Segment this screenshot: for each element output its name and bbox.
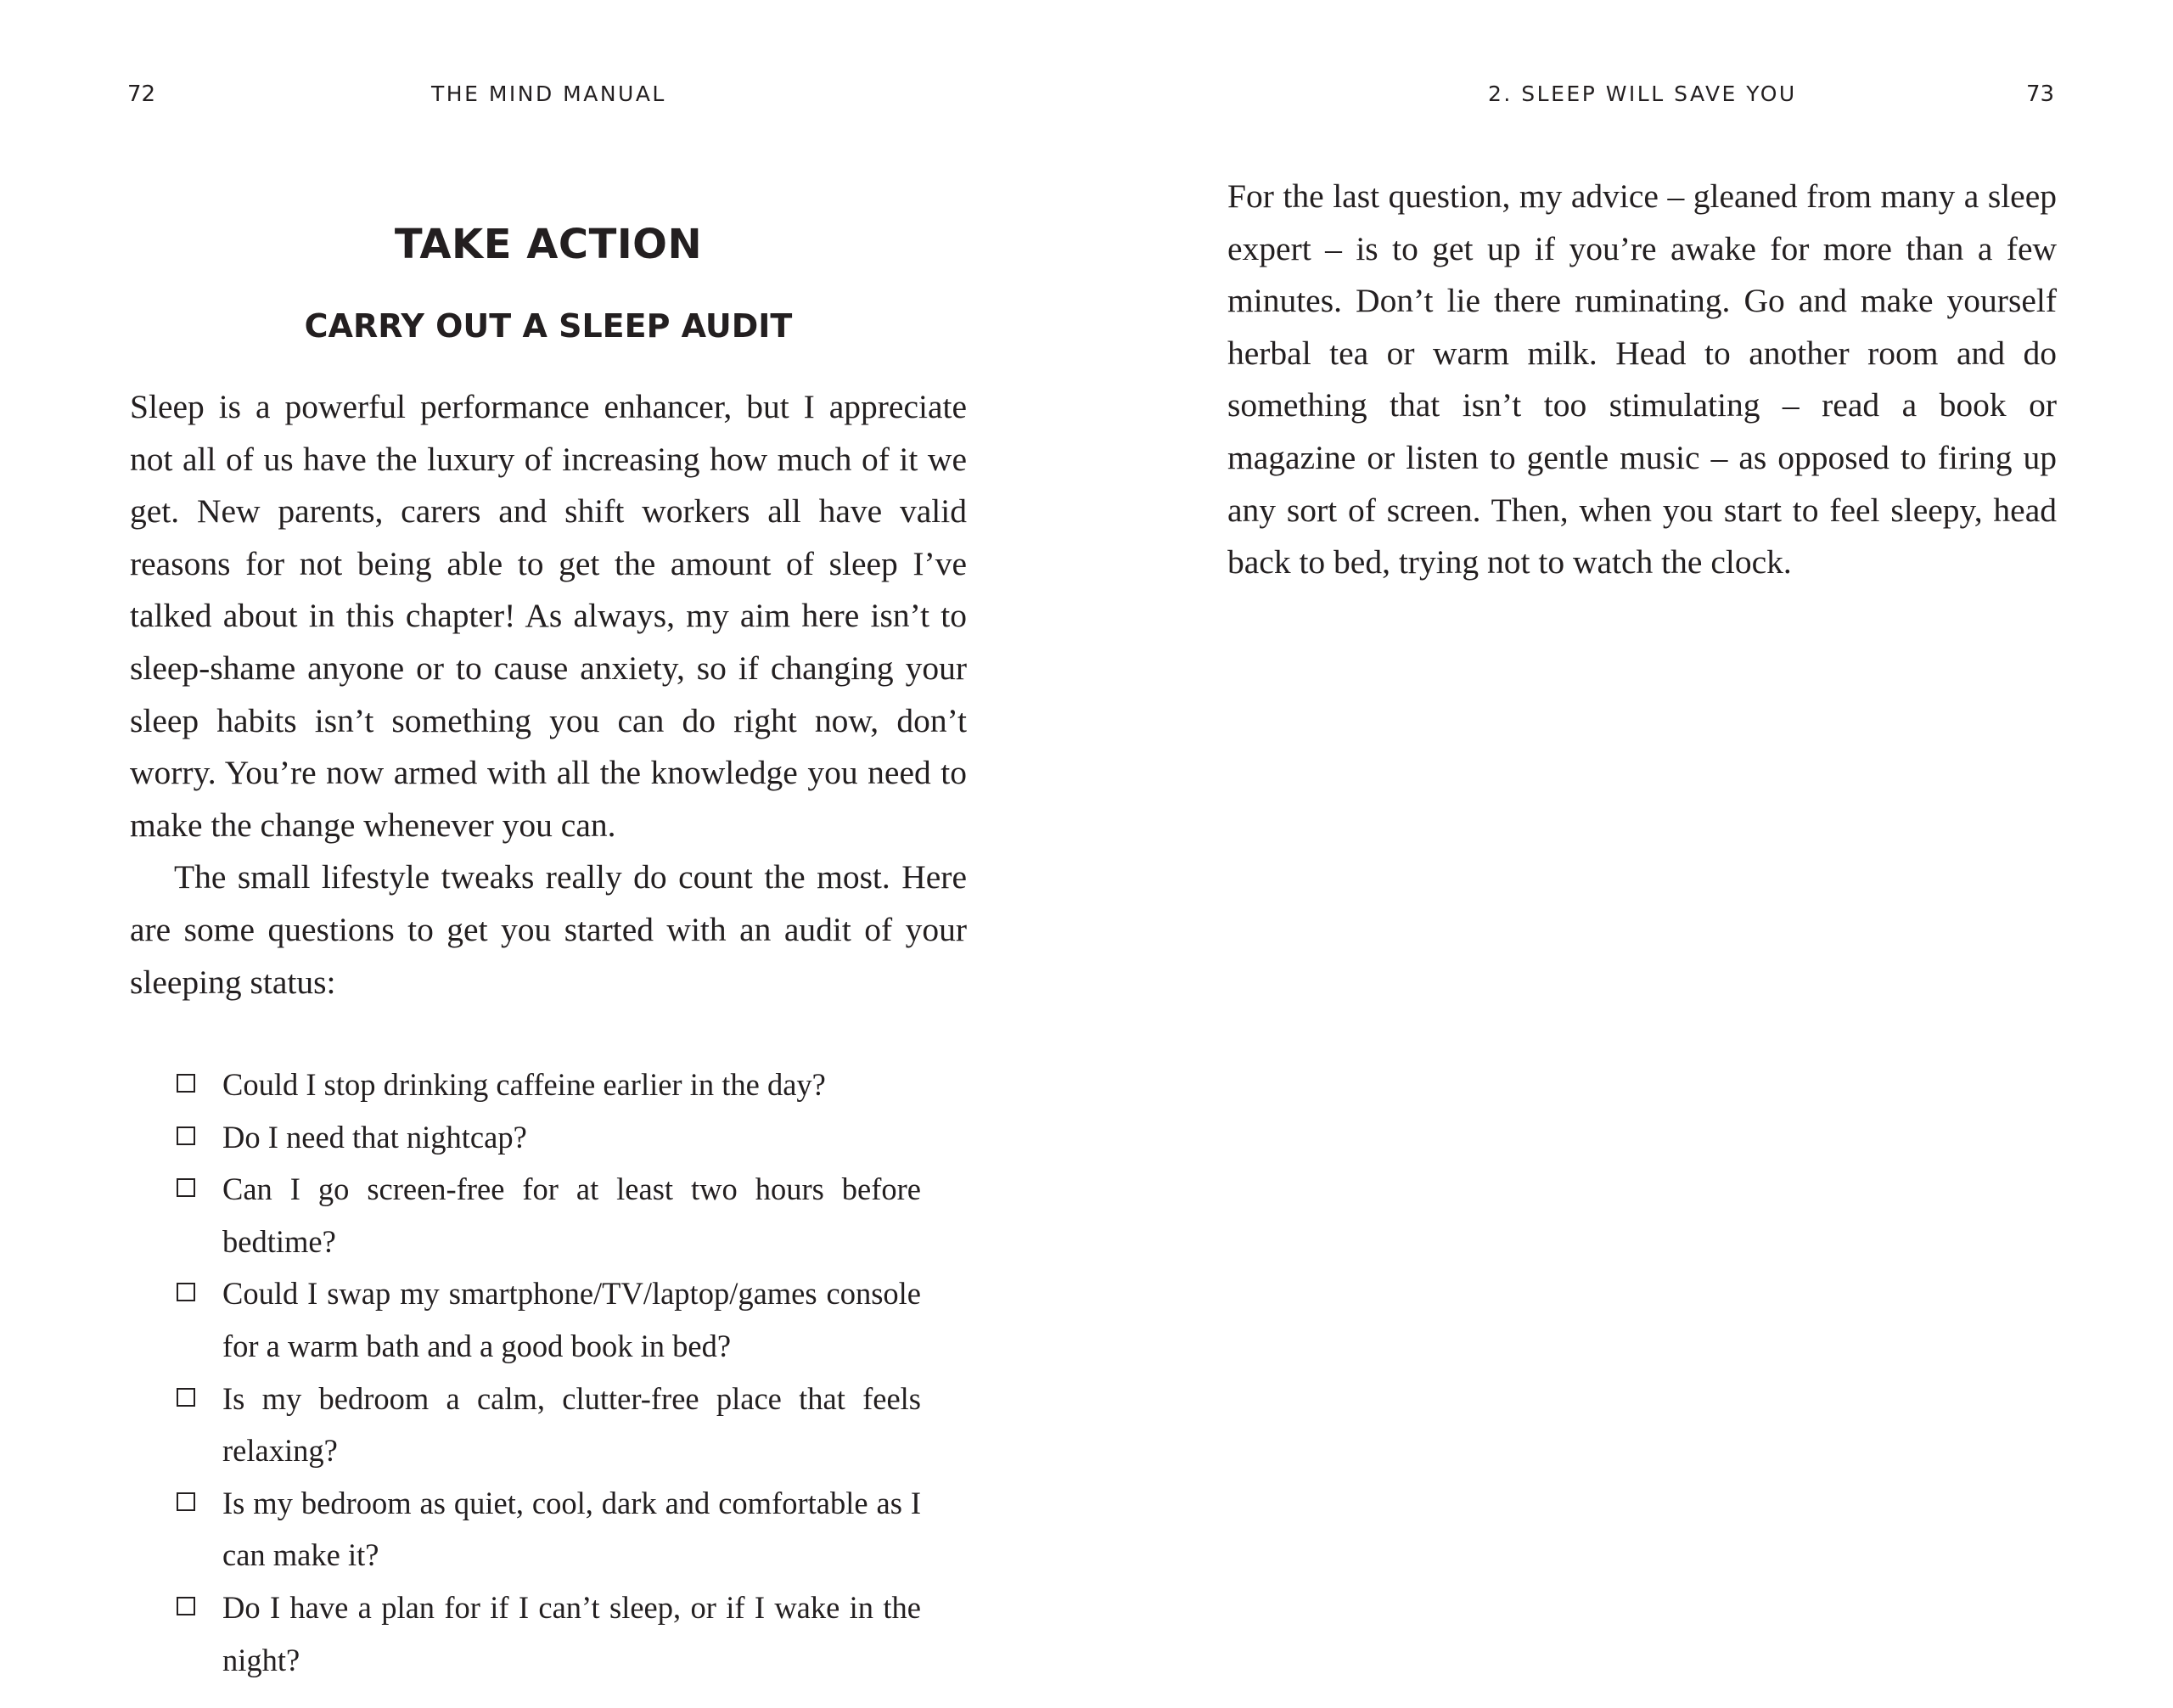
empty-checkbox-icon xyxy=(177,1283,195,1301)
checklist-item xyxy=(174,1111,921,1164)
checklist-item-text: Is my bedroom a calm, clutter-free place that feels relaxing? xyxy=(222,1380,921,1469)
checklist-item-text: Could I stop drinking caffeine earlier in the day? xyxy=(222,1067,826,1102)
checklist-item xyxy=(174,1163,921,1267)
checklist-item-text: Do I have a plan for if I can’t sleep, or if I wake in the night? xyxy=(222,1589,921,1677)
paragraph: Sleep is a powerful performance enhancer, but I appreciate not all of us have the luxury of increasing how much of it we get. New parents, carers and shift workers all have valid reasons for not being able to get the amount of sleep I’ve talked about in this chapter! As always, my aim here isn’t to sleep-shame anyone or to cause anxiety, so if changing your sleep habits isn’t something you can do right now, don’t worry. You’re now armed with all the knowledge you need to make the change whenever you can. xyxy=(130,388,967,844)
audit-checklist xyxy=(174,1059,921,1686)
section-subtitle: CARRY OUT A SLEEP AUDIT xyxy=(304,307,793,345)
checklist-item-text: Is my bedroom as quiet, cool, dark and comfortable as I can make it? xyxy=(222,1485,921,1573)
empty-checkbox-icon xyxy=(177,1126,195,1145)
checklist-item xyxy=(174,1373,921,1477)
empty-checkbox-icon xyxy=(177,1178,195,1197)
running-head-book-title: THE MIND MANUAL xyxy=(431,81,666,106)
checklist-item xyxy=(174,1267,921,1372)
checklist-item xyxy=(174,1477,921,1582)
paragraph: For the last question, my advice – gleaned from many a sleep expert – is to get up if you’re awake for more than a few minutes. Don’t lie there ruminating. Go and make yourself herbal tea or warm milk. Head to another room and do something that isn’t too stimulating – read a book or magazine or listen to gentle music – as opposed to firing up any sort of screen. Then, when you start to feel sleepy, head back to bed, trying not to watch the clock. xyxy=(1227,177,2057,582)
empty-checkbox-icon xyxy=(177,1492,195,1511)
page-number: 73 xyxy=(2026,81,2055,107)
checklist-item-text: Could I swap my smartphone/TV/laptop/games console for a warm bath and a good book in bed? xyxy=(222,1276,921,1363)
left-page xyxy=(0,0,1086,1708)
empty-checkbox-icon xyxy=(177,1074,195,1093)
checklist-item-text: Do I need that nightcap? xyxy=(222,1119,527,1155)
section-title: TAKE ACTION xyxy=(394,221,703,268)
empty-checkbox-icon xyxy=(177,1597,195,1615)
running-head-chapter-title: 2. SLEEP WILL SAVE YOU xyxy=(1488,81,1797,106)
right-page xyxy=(1086,0,2173,1708)
empty-checkbox-icon xyxy=(177,1388,195,1407)
checklist-item xyxy=(174,1582,921,1686)
paragraph: The small lifestyle tweaks really do count the most. Here are some questions to get you started with an audit of your sleeping status: xyxy=(130,858,967,1001)
checklist-item-text: Can I go screen-free for at least two hours before bedtime? xyxy=(222,1171,921,1259)
checklist-item xyxy=(174,1059,921,1111)
body-text xyxy=(130,381,967,1009)
body-text xyxy=(1227,171,2057,589)
page-number: 72 xyxy=(127,81,156,107)
